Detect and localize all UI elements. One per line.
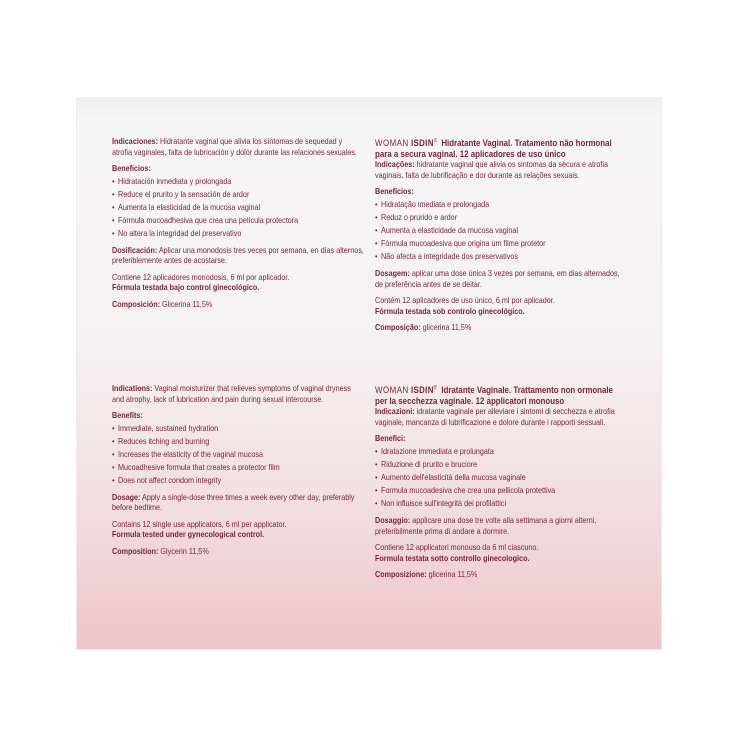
it-dosaggio-label: Dosaggio: (375, 514, 411, 525)
en-formula: Formula tested under gynecological control. (112, 529, 265, 540)
en-composition-text: Glycerin 11,5% (158, 546, 209, 557)
brand-woman: WOMAN (375, 138, 409, 149)
registered-mark: ® (433, 138, 437, 144)
list-item: • Non influisce sull'integrità dei profilattici (375, 498, 627, 509)
en-indications-text: Vaginal moisturizer that relieves symptoms of vaginal dryness and atrophy, lack of lubrication and pain during sexual intercourse. (112, 383, 351, 404)
list-item: • Aumenta a elasticidade da mucosa vaginal (375, 225, 627, 236)
it-composizione (375, 569, 627, 580)
list-item: • Hidratação imediata e prolongada (375, 199, 627, 210)
pt-dosagem-label: Dosagem: (375, 267, 410, 278)
it-benefici-title: Benefici: (375, 433, 406, 444)
es-beneficios-title: Beneficios: (112, 163, 151, 174)
list-item: • No altera la integridad del preservativo (112, 228, 364, 239)
list-item: • Increases the elasticity of the vaginal mucosa (112, 449, 364, 460)
it-composizione-text: glicerina 11,5% (426, 569, 478, 580)
es-composicion-text: Glicerina 11,5% (160, 299, 213, 310)
list-item: • Formula mucoadesiva che crea una pellicola protettiva (375, 485, 627, 496)
brand-isdin: ISDIN (410, 138, 434, 149)
en-indications (112, 383, 364, 404)
en-benefits-title: Benefits: (112, 410, 143, 421)
es-dosificacion-label: Dosificación: (112, 244, 158, 255)
en-composition (112, 546, 364, 557)
en-dosage (112, 492, 364, 513)
en-benefits-list (112, 423, 364, 486)
en-indications-label: Indications: (112, 383, 153, 393)
en-dosage-label: Dosage: (112, 491, 141, 502)
it-indicazioni-label: Indicazioni: (375, 406, 415, 417)
registered-mark: ® (433, 385, 437, 391)
list-item: • Reduz o prurido e ardor (375, 212, 627, 223)
pt-title (375, 136, 627, 159)
pt-indicacoes (375, 159, 627, 180)
it-benefici-list (375, 446, 627, 509)
list-item: • Aumento dell'elasticità della mucosa vaginale (375, 472, 627, 483)
es-contiene: Contiene 12 aplicadores monodosis, 6 ml por aplicador. (112, 271, 290, 282)
list-item: • Immediate, sustained hydration (112, 423, 364, 434)
en-composition-label: Composition: (112, 546, 159, 557)
list-item: • Não afecta a integridade dos preservativos (375, 251, 627, 262)
brand-isdin: ISDIN (410, 385, 434, 396)
english-section (112, 383, 355, 557)
en-dosage-text: Apply a single-dose three times a week every other day, preferably before bedtime. (112, 491, 355, 513)
es-formula: Fórmula testada bajo control ginecológico. (112, 282, 260, 293)
it-contiene: Contiene 12 applicatori monouso da 6 ml ciascuno. (375, 542, 539, 553)
it-composizione-label: Composizione: (375, 569, 427, 580)
es-beneficios-list (112, 176, 364, 239)
pt-dosagem-text: aplicar uma dose única 3 vezes por semana, em dias alternados, de preferência antes de se deitar. (375, 267, 620, 289)
it-title (375, 383, 627, 406)
list-item: • Hidratación inmediata y prolongada (112, 176, 364, 187)
list-item: • Reduce el prurito y la sensación de ardor (112, 189, 364, 200)
es-indicaciones-text: Hidratante vaginal que alivia los síntomas de sequedad y atrofia vaginales, falta de lubricación y dolor durante las relaciones sexuales. (112, 136, 358, 157)
list-item: • Fórmula mucoadesiva que origina um filme protetor (375, 238, 627, 249)
es-indicaciones-label: Indicaciones: (112, 136, 159, 146)
list-item: • Riduzione di prurito e bruciore (375, 459, 627, 470)
pt-beneficios-list (375, 199, 627, 262)
list-item: • Aumenta la elasticidad de la mucosa vaginal (112, 202, 364, 213)
it-dosaggio (375, 515, 627, 536)
it-formula: Formula testata sotto controllo ginecologico. (375, 552, 530, 563)
list-item: • Fórmula mucoadhesiva que crea una película protectora (112, 215, 364, 226)
pt-indicacoes-label: Indicações: (375, 159, 415, 170)
it-title-text: Idratante Vaginale. Trattamento non ormonale per la secchezza vaginale. 12 applicatori monouso (375, 385, 613, 406)
en-contains: Contains 12 single use applicators, 6 ml per applicator. (112, 518, 287, 529)
panel-top-shade (76, 97, 662, 117)
pt-indicacoes-text: hidratante vaginal que alivia os sintomas da secura e atrofia vaginais, falta de lubrificação e dor durante as relações sexuais. (375, 159, 609, 180)
pt-dosagem (375, 268, 627, 289)
pt-composicao-text: glicerina 11,5% (420, 322, 472, 333)
brand-woman: WOMAN (375, 385, 409, 396)
list-item: • Mucoadhesive formula that creates a protector film (112, 462, 364, 473)
italian-section (375, 383, 615, 580)
portuguese-section (375, 136, 620, 333)
es-indicaciones (112, 136, 364, 157)
es-dosificacion (112, 245, 364, 266)
pt-beneficios-title: Benefícios: (375, 186, 414, 197)
es-dosificacion-text: Aplicar una monodosis tres veces por semana, en días alternos, preferiblemente antes de acostarse. (112, 244, 364, 266)
pt-title-text: Hidratante Vaginal. Tratamento não hormonal para a secura vaginal. 12 aplicadores de uso único (375, 138, 612, 159)
list-item: • Idratazione immediata e prolungata (375, 446, 627, 457)
es-composicion (112, 299, 364, 310)
es-composicion-label: Composición: (112, 299, 161, 310)
pt-formula: Fórmula testada sob controlo ginecológico. (375, 305, 525, 316)
it-dosaggio-text: applicare una dose tre volte alla settimana a giorni alterni, preferibilmente prima di andare a dormire. (375, 514, 597, 536)
list-item: • Does not affect condom integrity (112, 475, 364, 486)
it-indicazioni (375, 406, 627, 427)
pt-composicao-label: Composição: (375, 322, 421, 333)
pt-contem: Contém 12 aplicadores de uso único, 6 ml por aplicador. (375, 295, 555, 306)
spanish-section (112, 136, 364, 310)
list-item: • Reduces itching and burning (112, 436, 364, 447)
it-indicazioni-text: idratante vaginale per alleviare i sintomi di secchezza e atrofia vaginale, mancanza di lubrificazione e dolore durante i rapporti sessuali. (375, 406, 615, 427)
pt-composicao (375, 322, 627, 333)
